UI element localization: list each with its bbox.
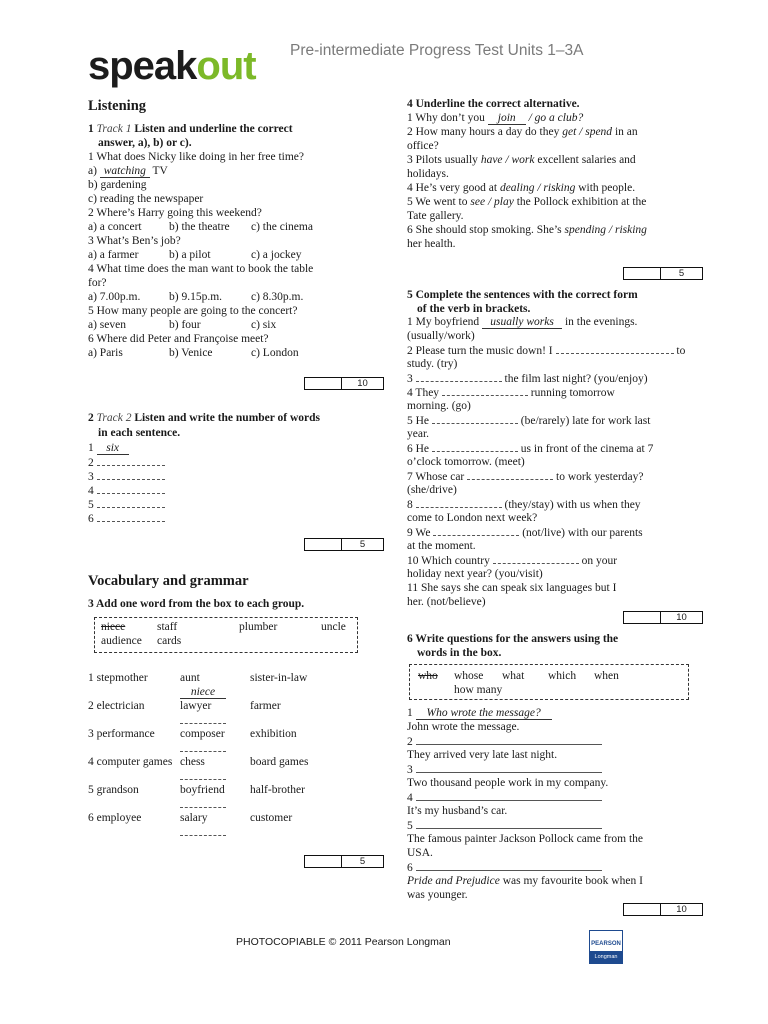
q3-blank-line [180,741,226,752]
box-word-cards: cards [157,635,182,647]
q1-option-b: b) Venice [169,347,213,359]
speakout-logo [88,44,256,88]
q5-item-6-cont: o’clock tomorrow. (meet) [407,456,525,468]
q6-answer: It’s my husband’s car. [407,805,508,817]
q2-item-number: 2 [88,457,94,469]
q2-score-box[interactable]: 5 [304,538,384,551]
q6-score-box[interactable]: 10 [623,903,703,916]
q3-score-box[interactable]: 5 [304,855,384,868]
q3-answer-text: niece [180,686,226,699]
box-word-audience: audience [101,635,142,647]
q2-answer-line [88,511,165,526]
q3-word-3: exhibition [250,728,297,740]
section-vocab-title: Vocabulary and grammar [88,573,249,589]
q3-word-3: sister-in-law [250,672,308,684]
q3-word-1: computer games [96,756,173,768]
q5-item-1: 1 My boyfriend usually works in the evenings. [407,316,638,328]
q2-blank [97,511,165,522]
q1-answer: watching [100,165,150,178]
q3-word-1: electrician [96,700,145,712]
q1-line: 6 Where did Peter and Françoise meet? [88,333,269,345]
q1-line: 1 What does Nicky like doing in her free time? [88,151,304,163]
q6-question-line [407,762,602,777]
q6-answer-6-cont: was younger. [407,889,468,901]
q2-blank [97,497,165,508]
q6-instruction-line1: 6 Write questions for the answers using the [407,633,619,645]
q5-item-7: 7 Whose car to work yesterday? [407,471,644,483]
q2-answer-line [88,455,165,470]
q3-word-3: board games [250,756,309,768]
q2-item-number: 6 [88,513,94,525]
q1-line: 4 What time does the man want to book the table [88,263,314,275]
q2-answer-line [88,497,165,512]
q2-answer-line [88,469,165,484]
q3-blank-line [180,713,226,724]
box-word-which: which [548,670,577,682]
q5-item-5-cont: year. [407,428,430,440]
q6-item-number: 2 [407,736,413,748]
q3-word-2: composer [180,728,225,740]
q6-question-line [407,818,602,833]
q6-blank [416,762,602,773]
q6-item-number: 3 [407,764,413,776]
q1-option-c: c) 8.30p.m. [251,291,304,303]
q3-row-label [88,671,148,685]
q5-item-9-cont: at the moment. [407,540,476,552]
q6-instruction-line2: words in the box. [417,647,502,659]
q1-instruction-line1: 1 Track 1 Listen and underline the correct [88,123,293,135]
q6-question-line [407,734,602,749]
q1-line: 3 What’s Ben’s job? [88,235,181,247]
q3-word-1: performance [96,728,155,740]
q5-item-8: 8 (they/stay) with us when they [407,499,641,511]
q5-item-1-cont: (usually/work) [407,330,475,342]
q1-option-a: a) seven [88,319,126,331]
q1-option-c: c) London [251,347,299,359]
q4-item-6-cont: her health. [407,238,456,250]
test-title: Pre-intermediate Progress Test Units 1–3A [290,42,584,59]
q5-item-6: 6 He us in front of the cinema at 7 [407,443,654,455]
q3-word-box [94,617,358,653]
q4-item-2: 2 How many hours a day do they get / spend in an [407,126,638,138]
box-word-when: when [594,670,619,682]
q3-word-3: half-brother [250,784,305,796]
q3-blank [180,825,226,840]
q3-row-number: 5 [88,784,94,796]
q1-option-b: b) a pilot [169,249,211,261]
q3-word-2: lawyer [180,700,212,712]
q5-item-10-cont: holiday next year? (you/visit) [407,568,543,580]
q2-item-number: 5 [88,499,94,511]
q5-item-11: 11 She says she can speak six languages but I [407,582,617,594]
q3-row-label [88,727,155,741]
q6-answer: They arrived very late last night. [407,749,558,761]
q5-item-10: 10 Which country on your [407,555,618,567]
section-listening-title: Listening [88,98,147,114]
q1-option-b: b) the theatre [169,221,230,233]
q6-item-number: 6 [407,862,413,874]
q1-option-a: a) 7.00p.m. [88,291,141,303]
pearson-longman-logo: PEARSON Longman [589,930,623,964]
q3-row-label [88,755,172,769]
q4-item-6: 6 She should stop smoking. She’s spending / risking [407,224,647,236]
q3-word-1: grandson [96,784,139,796]
q3-row-number: 3 [88,728,94,740]
q5-item-4-cont: morning. (go) [407,400,471,412]
q3-row-number: 1 [88,672,94,684]
q3-word-2: boyfriend [180,784,225,796]
q5-item-9: 9 We (not/live) with our parents [407,527,643,539]
q1-option-c: c) six [251,319,277,331]
q3-row-label [88,811,141,825]
q5-item-2-cont: study. (try) [407,358,458,370]
q1-option-a: a) a farmer [88,249,139,261]
q6-item-number: 4 [407,792,413,804]
logo-part-speak: speak [88,44,197,88]
q5-item-2: 2 Please turn the music down! I to [407,345,686,357]
q1-option-b: b) 9.15p.m. [169,291,223,303]
q1-option-a: a) a concert [88,221,142,233]
q3-blank [180,713,226,728]
q5-item-7-cont: (she/drive) [407,484,457,496]
q5-item-11-cont: her. (not/believe) [407,596,486,608]
q2-answer-line [88,483,165,498]
q6-item-number: 5 [407,820,413,832]
q3-word-2: chess [180,756,205,768]
q3-answer [180,685,226,699]
q2-instruction-line2: in each sentence. [98,427,181,439]
q3-row-number: 2 [88,700,94,712]
q5-instruction-line1: 5 Complete the sentences with the correct form [407,289,638,301]
q6-blank [416,818,602,829]
q6-blank [416,790,602,801]
q4-instruction: 4 Underline the correct alternative. [407,98,580,110]
q3-word-3: customer [250,812,293,824]
box-word-who: who [418,670,438,682]
q1-answer-line: a) watching TV [88,165,168,177]
box-word-plumber: plumber [239,621,278,633]
q2-blank [97,455,165,466]
q3-row-label [88,699,145,713]
q6-blank [416,860,602,871]
box-word-how-many: how many [454,684,503,696]
q3-blank-line [180,769,226,780]
q3-blank [180,741,226,756]
q6-answer: Two thousand people work in my company. [407,777,609,789]
q2-blank [97,469,165,480]
q3-blank [180,797,226,812]
q3-blank-line [180,797,226,808]
q4-item-5: 5 We went to see / play the Pollock exhibition at the [407,196,647,208]
q6-answer-1: John wrote the message. [407,721,520,733]
q4-item-5-cont: Tate gallery. [407,210,464,222]
q5-item-5: 5 He (be/rarely) late for work last [407,415,651,427]
q5-item-3: 3 the film last night? (you/enjoy) [407,373,648,385]
q4-item-1: 1 Why don’t you join / go a club? [407,112,584,124]
box-word-niece: niece [101,621,126,633]
q2-item-number: 4 [88,485,94,497]
q6-answer-6: Pride and Prejudice was my favourite book when I [407,875,643,887]
box-word-what: what [502,670,525,682]
q3-word-2: salary [180,812,208,824]
q4-item-2-cont: office? [407,140,439,152]
q3-row-number: 4 [88,756,94,768]
q3-word-1: employee [96,812,142,824]
q2-instruction-line1: 2 Track 2 Listen and write the number of words [88,412,321,424]
box-word-uncle: uncle [321,621,346,633]
q6-word-box [409,664,689,700]
q4-item-4: 4 He’s very good at dealing / risking with people. [407,182,636,194]
q6-item-1: 1 Who wrote the message? [407,706,552,720]
q1-instruction-line2: answer, a), b) or c). [98,137,192,149]
q1-line: c) reading the newspaper [88,193,204,205]
q1-line: 5 How many people are going to the concert? [88,305,298,317]
q1-option-a: a) Paris [88,347,123,359]
q6-question-line [407,790,602,805]
q6-answer: The famous painter Jackson Pollock came from the [407,833,643,845]
q5-score-box[interactable]: 10 [623,611,703,624]
q2-blank [97,483,165,494]
footer-copyright: PHOTOCOPIABLE © 2011 Pearson Longman [236,936,451,948]
q1-line: 2 Where’s Harry going this weekend? [88,207,262,219]
q2-item-number: 3 [88,471,94,483]
q1-line: for? [88,277,107,289]
q3-blank [180,769,226,784]
q5-item-8-cont: come to London next week? [407,512,538,524]
q3-instruction: 3 Add one word from the box to each group. [88,598,305,610]
q4-item-3: 3 Pilots usually have / work excellent salaries and [407,154,636,166]
q1-option-c: c) a jockey [251,249,302,261]
q4-item-3-cont: holidays. [407,168,449,180]
logo-part-out: out [196,44,256,88]
box-word-staff: staff [157,621,178,633]
q3-blank-line [180,825,226,836]
box-word-whose: whose [454,670,484,682]
q5-item-4: 4 They running tomorrow [407,387,615,399]
q1-score-box[interactable]: 10 [304,377,384,390]
q2-answer-line-1: 1 six [88,441,129,455]
q6-answer-cont: USA. [407,847,433,859]
q3-row-label [88,783,139,797]
q3-row-number: 6 [88,812,94,824]
q6-question-line [407,860,602,875]
q3-word-2: aunt [180,672,200,684]
q1-option-b: b) four [169,319,201,331]
q3-word-1: stepmother [96,672,148,684]
q1-line: b) gardening [88,179,147,191]
q1-option-c: c) the cinema [251,221,313,233]
q4-score-box[interactable]: 5 [623,267,703,280]
q3-word-3: farmer [250,700,281,712]
q6-blank [416,734,602,745]
q5-instruction-line2: of the verb in brackets. [417,303,531,315]
